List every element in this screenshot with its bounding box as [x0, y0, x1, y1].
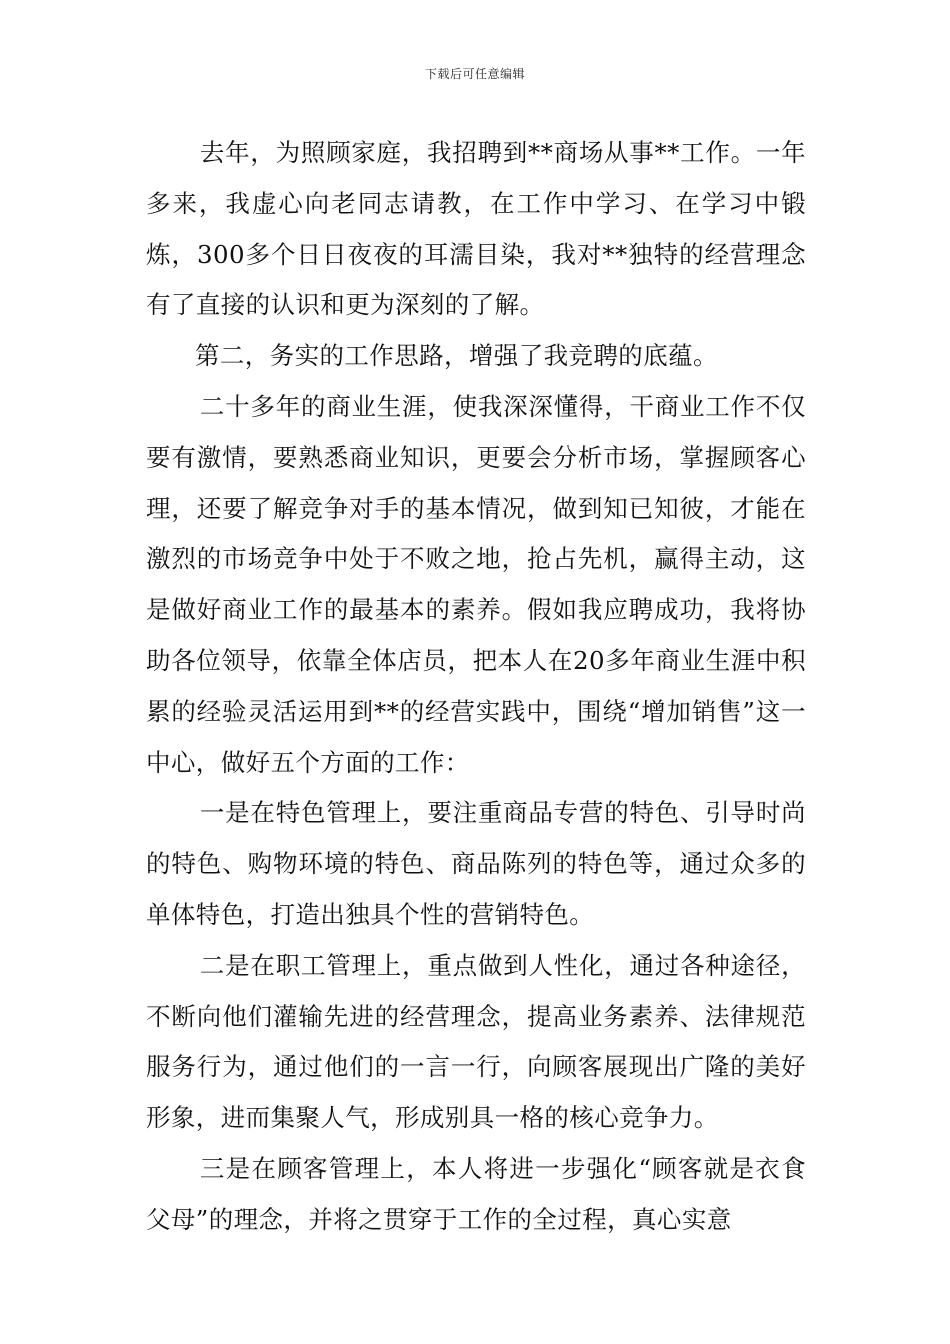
paragraph-staff-management: 二是在职工管理上，重点做到人性化，通过各种途径，不断向他们灌输先进的经营理念，提高业务素养、法律规范服务行为，通过他们的一言一行，向顾客展现出广隆的美好形象，进而集聚人气，形成别具一格的核心竞争力。	[146, 950, 806, 1133]
paragraph-career: 二十多年的商业生涯，使我深深懂得，干商业工作不仅要有激情，要熟悉商业知识，更要会分析市场，掌握顾客心理，还要了解竞争对手的基本情况，做到知已知彼，才能在激烈的市场竞争中处于不败之地，抢占先机，赢得主动，这是做好商业工作的最基本的素养。假如我应聘成功，我将协助各位领导，依靠全体店员，把本人在20多年商业生涯中积累的经验灵活运用到**的经营实践中，围绕“增加销售”这一中心，做好五个方面的工作：	[146, 391, 806, 777]
paragraph-intro: 去年，为照顾家庭，我招聘到**商场从事**工作。一年多来，我虚心向老同志请教，在工作中学习、在学习中锻炼，300多个日日夜夜的耳濡目染，我对**独特的经营理念有了直接的认识和更为深刻的了解。	[146, 138, 806, 320]
paragraph-feature-management: 一是在特色管理上，要注重商品专营的特色、引导时尚的特色、购物环境的特色、商品陈列的特色等，通过众多的单体特色，打造出独具个性的营销特色。	[146, 798, 806, 929]
paragraph-customer-management: 三是在顾客管理上，本人将进一步强化“顾客就是衣食父母”的理念，并将之贯穿于工作的全过程，真心实意	[146, 1153, 806, 1234]
header-note: 下载后可任意编辑	[424, 67, 525, 81]
document-body	[146, 128, 806, 1246]
paragraph-second-point: 第二，务实的工作思路，增强了我竞聘的底蕴。	[195, 341, 718, 371]
